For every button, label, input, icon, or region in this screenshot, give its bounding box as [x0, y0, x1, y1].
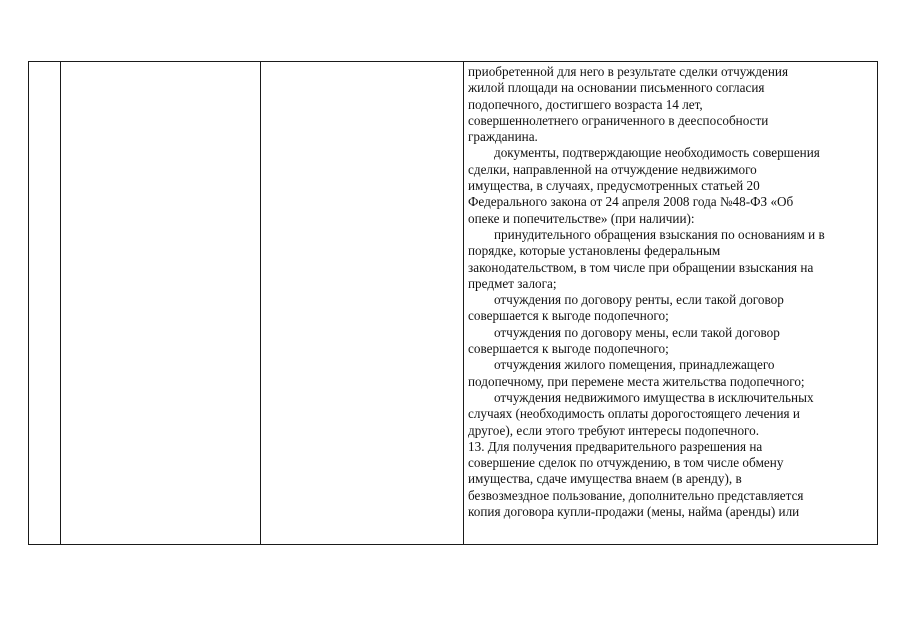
text-line: отчуждения жилого помещения, принадлежащего — [494, 357, 775, 373]
text-line: подопечного, достигшего возраста 14 лет, — [468, 96, 703, 112]
text-line: копия договора купли-продажи (мены, найма (аренды) или — [468, 504, 800, 520]
text-line: совершается к выгоде подопечного; — [468, 308, 669, 324]
text-line: имущества, сдаче имущества внаем (в аренду), в — [468, 471, 742, 487]
text-line: сделки, направленной на отчуждение недвижимого — [468, 161, 757, 177]
text-line: принудительного обращения взыскания по основаниям и в — [494, 226, 825, 242]
table-cell-basis — [261, 62, 464, 545]
cell-paragraph-text — [464, 62, 877, 544]
text-line: отчуждения недвижимого имущества в исключительных — [494, 389, 814, 405]
table-cell-name — [61, 62, 261, 545]
text-line: отчуждения по договору мены, если такой договор — [494, 324, 780, 340]
text-line: совершается к выгоде подопечного; — [468, 341, 669, 357]
text-line: документы, подтверждающие необходимость совершения — [494, 145, 820, 161]
text-line: гражданина. — [468, 129, 538, 145]
text-line: порядке, которые установлены федеральным — [468, 243, 721, 259]
text-line: предмет залога; — [468, 275, 557, 291]
text-line: опеке и попечительстве» (при наличии): — [468, 210, 695, 226]
text-line: безвозмездное пользование, дополнительно представляется — [468, 487, 804, 503]
table-cell-content — [464, 62, 878, 545]
text-line: совершение сделок по отчуждению, в том числе обмену — [468, 455, 784, 471]
text-line: подопечному, при перемене места жительства подопечного; — [468, 373, 805, 389]
text-line: другое), если этого требуют интересы подопечного. — [468, 422, 760, 438]
text-line: случаях (необходимость оплаты дорогостоящего лечения и — [468, 406, 800, 422]
text-line: жилой площади на основании письменного согласия — [468, 80, 765, 96]
table-row — [29, 62, 878, 545]
text-line: приобретенной для него в результате сделки отчуждения — [468, 64, 789, 79]
table-cell-number — [29, 62, 61, 545]
text-line: Федерального закона от 24 апреля 2008 года №48-ФЗ «Об — [468, 194, 794, 210]
text-line: совершеннолетнего ограниченного в дееспособности — [468, 112, 769, 128]
text-line: отчуждения по договору ренты, если такой договор — [494, 292, 784, 308]
text-line: законодательством, в том числе при обращении взыскания на — [468, 259, 814, 275]
text-line: имущества, в случаях, предусмотренных статьей 20 — [468, 178, 760, 194]
text-line: 13. Для получения предварительного разрешения на — [468, 438, 763, 454]
document-table — [28, 61, 878, 545]
